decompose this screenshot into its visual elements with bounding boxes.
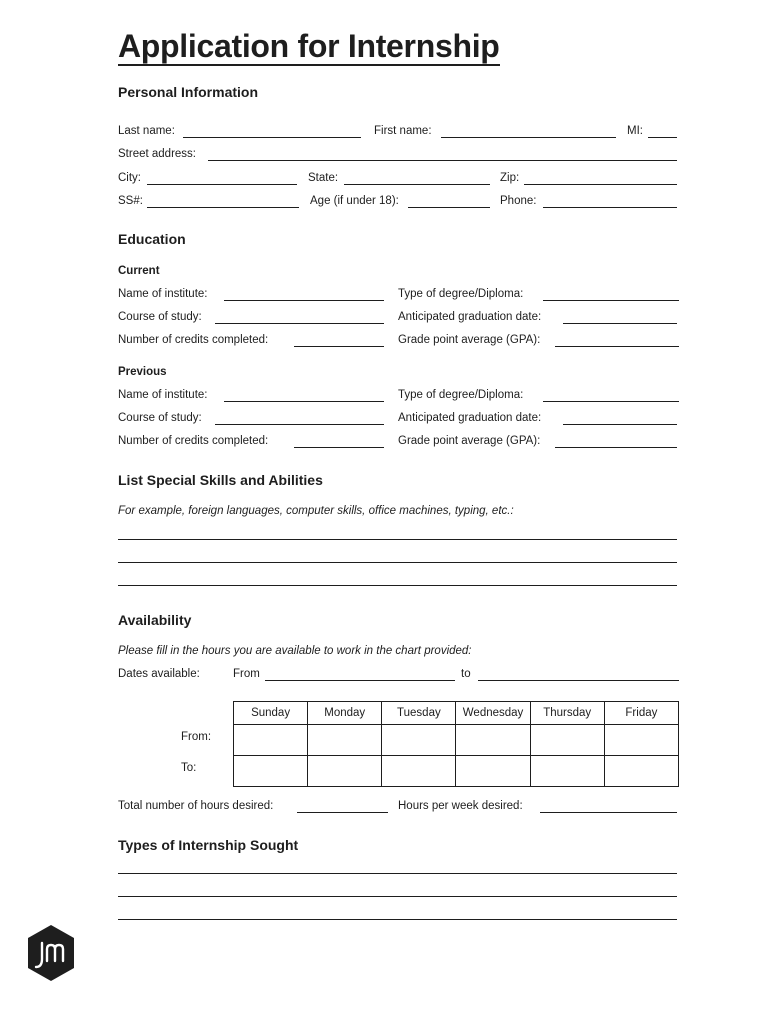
previous-graduation-label: Anticipated graduation date: bbox=[398, 412, 542, 424]
day-header-thursday: Thursday bbox=[530, 702, 604, 725]
current-graduation-label: Anticipated graduation date: bbox=[398, 311, 542, 323]
day-header-tuesday: Tuesday bbox=[382, 702, 456, 725]
internship-types-line-1[interactable] bbox=[118, 873, 677, 874]
jm-logo bbox=[28, 925, 74, 981]
current-institute-field[interactable] bbox=[224, 300, 384, 301]
skills-hint: For example, foreign languages, computer skills, office machines, typing, etc.: bbox=[118, 505, 514, 517]
personal-info-heading: Personal Information bbox=[118, 84, 259, 100]
skills-line-1[interactable] bbox=[118, 539, 677, 540]
current-gpa-field[interactable] bbox=[555, 346, 679, 347]
zip-label: Zip: bbox=[500, 172, 520, 184]
from-cell-sunday[interactable] bbox=[234, 725, 308, 756]
internship-types-heading: Types of Internship Sought bbox=[118, 837, 299, 853]
current-degree-field[interactable] bbox=[543, 300, 679, 301]
ss-field[interactable] bbox=[147, 207, 299, 208]
phone-label: Phone: bbox=[500, 195, 537, 207]
to-cell-wednesday[interactable] bbox=[456, 756, 530, 787]
availability-chart bbox=[233, 701, 679, 787]
day-header-sunday: Sunday bbox=[234, 702, 308, 725]
city-field[interactable] bbox=[147, 184, 297, 185]
skills-line-2[interactable] bbox=[118, 562, 677, 563]
previous-institute-field[interactable] bbox=[224, 401, 384, 402]
current-heading: Current bbox=[118, 265, 160, 277]
dates-to-label: to bbox=[461, 668, 471, 680]
age-label: Age (if under 18): bbox=[310, 195, 399, 207]
total-hours-label: Total number of hours desired: bbox=[118, 800, 274, 812]
from-cell-thursday[interactable] bbox=[530, 725, 604, 756]
to-cell-friday[interactable] bbox=[604, 756, 678, 787]
previous-graduation-field[interactable] bbox=[563, 424, 677, 425]
previous-heading: Previous bbox=[118, 366, 167, 378]
skills-heading: List Special Skills and Abilities bbox=[118, 472, 323, 488]
previous-credits-field[interactable] bbox=[294, 447, 384, 448]
jm-monogram-icon bbox=[28, 925, 74, 981]
availability-hint: Please fill in the hours you are available to work in the chart provided: bbox=[118, 645, 472, 657]
first-name-field[interactable] bbox=[441, 137, 616, 138]
street-address-label: Street address: bbox=[118, 148, 196, 160]
age-field[interactable] bbox=[408, 207, 490, 208]
to-cell-monday[interactable] bbox=[308, 756, 382, 787]
dates-from-label: From bbox=[233, 668, 260, 680]
from-cell-wednesday[interactable] bbox=[456, 725, 530, 756]
previous-course-label: Course of study: bbox=[118, 412, 202, 424]
day-header-monday: Monday bbox=[308, 702, 382, 725]
from-cell-friday[interactable] bbox=[604, 725, 678, 756]
mi-field[interactable] bbox=[648, 137, 677, 138]
to-cell-sunday[interactable] bbox=[234, 756, 308, 787]
day-header-friday: Friday bbox=[604, 702, 678, 725]
chart-to-row-label: To: bbox=[181, 762, 197, 774]
dates-available-label: Dates available: bbox=[118, 668, 200, 680]
previous-course-field[interactable] bbox=[215, 424, 384, 425]
internship-types-line-3[interactable] bbox=[118, 919, 677, 920]
current-course-field[interactable] bbox=[215, 323, 384, 324]
education-heading: Education bbox=[118, 231, 186, 247]
skills-line-3[interactable] bbox=[118, 585, 677, 586]
dates-from-field[interactable] bbox=[265, 680, 455, 681]
page-title: Application for Internship bbox=[118, 28, 500, 64]
current-course-label: Course of study: bbox=[118, 311, 202, 323]
zip-field[interactable] bbox=[524, 184, 677, 185]
street-address-field[interactable] bbox=[208, 160, 677, 161]
ss-label: SS#: bbox=[118, 195, 143, 207]
current-gpa-label: Grade point average (GPA): bbox=[398, 334, 541, 346]
hours-per-week-label: Hours per week desired: bbox=[398, 800, 523, 812]
previous-gpa-field[interactable] bbox=[555, 447, 677, 448]
state-field[interactable] bbox=[344, 184, 490, 185]
phone-field[interactable] bbox=[543, 207, 677, 208]
first-name-label: First name: bbox=[374, 125, 432, 137]
previous-credits-label: Number of credits completed: bbox=[118, 435, 269, 447]
current-degree-label: Type of degree/Diploma: bbox=[398, 288, 524, 300]
to-cell-thursday[interactable] bbox=[530, 756, 604, 787]
state-label: State: bbox=[308, 172, 339, 184]
day-header-wednesday: Wednesday bbox=[456, 702, 530, 725]
previous-institute-label: Name of institute: bbox=[118, 389, 208, 401]
previous-degree-field[interactable] bbox=[543, 401, 679, 402]
city-label: City: bbox=[118, 172, 141, 184]
last-name-label: Last name: bbox=[118, 125, 175, 137]
mi-label: MI: bbox=[627, 125, 643, 137]
previous-gpa-label: Grade point average (GPA): bbox=[398, 435, 541, 447]
current-credits-field[interactable] bbox=[294, 346, 384, 347]
previous-degree-label: Type of degree/Diploma: bbox=[398, 389, 524, 401]
chart-from-row-label: From: bbox=[181, 731, 212, 743]
hours-per-week-field[interactable] bbox=[540, 812, 677, 813]
current-institute-label: Name of institute: bbox=[118, 288, 208, 300]
current-credits-label: Number of credits completed: bbox=[118, 334, 269, 346]
availability-heading: Availability bbox=[118, 612, 192, 628]
total-hours-field[interactable] bbox=[297, 812, 388, 813]
to-cell-tuesday[interactable] bbox=[382, 756, 456, 787]
current-graduation-field[interactable] bbox=[563, 323, 677, 324]
from-cell-monday[interactable] bbox=[308, 725, 382, 756]
dates-to-field[interactable] bbox=[478, 680, 679, 681]
internship-types-line-2[interactable] bbox=[118, 896, 677, 897]
from-cell-tuesday[interactable] bbox=[382, 725, 456, 756]
last-name-field[interactable] bbox=[183, 137, 361, 138]
